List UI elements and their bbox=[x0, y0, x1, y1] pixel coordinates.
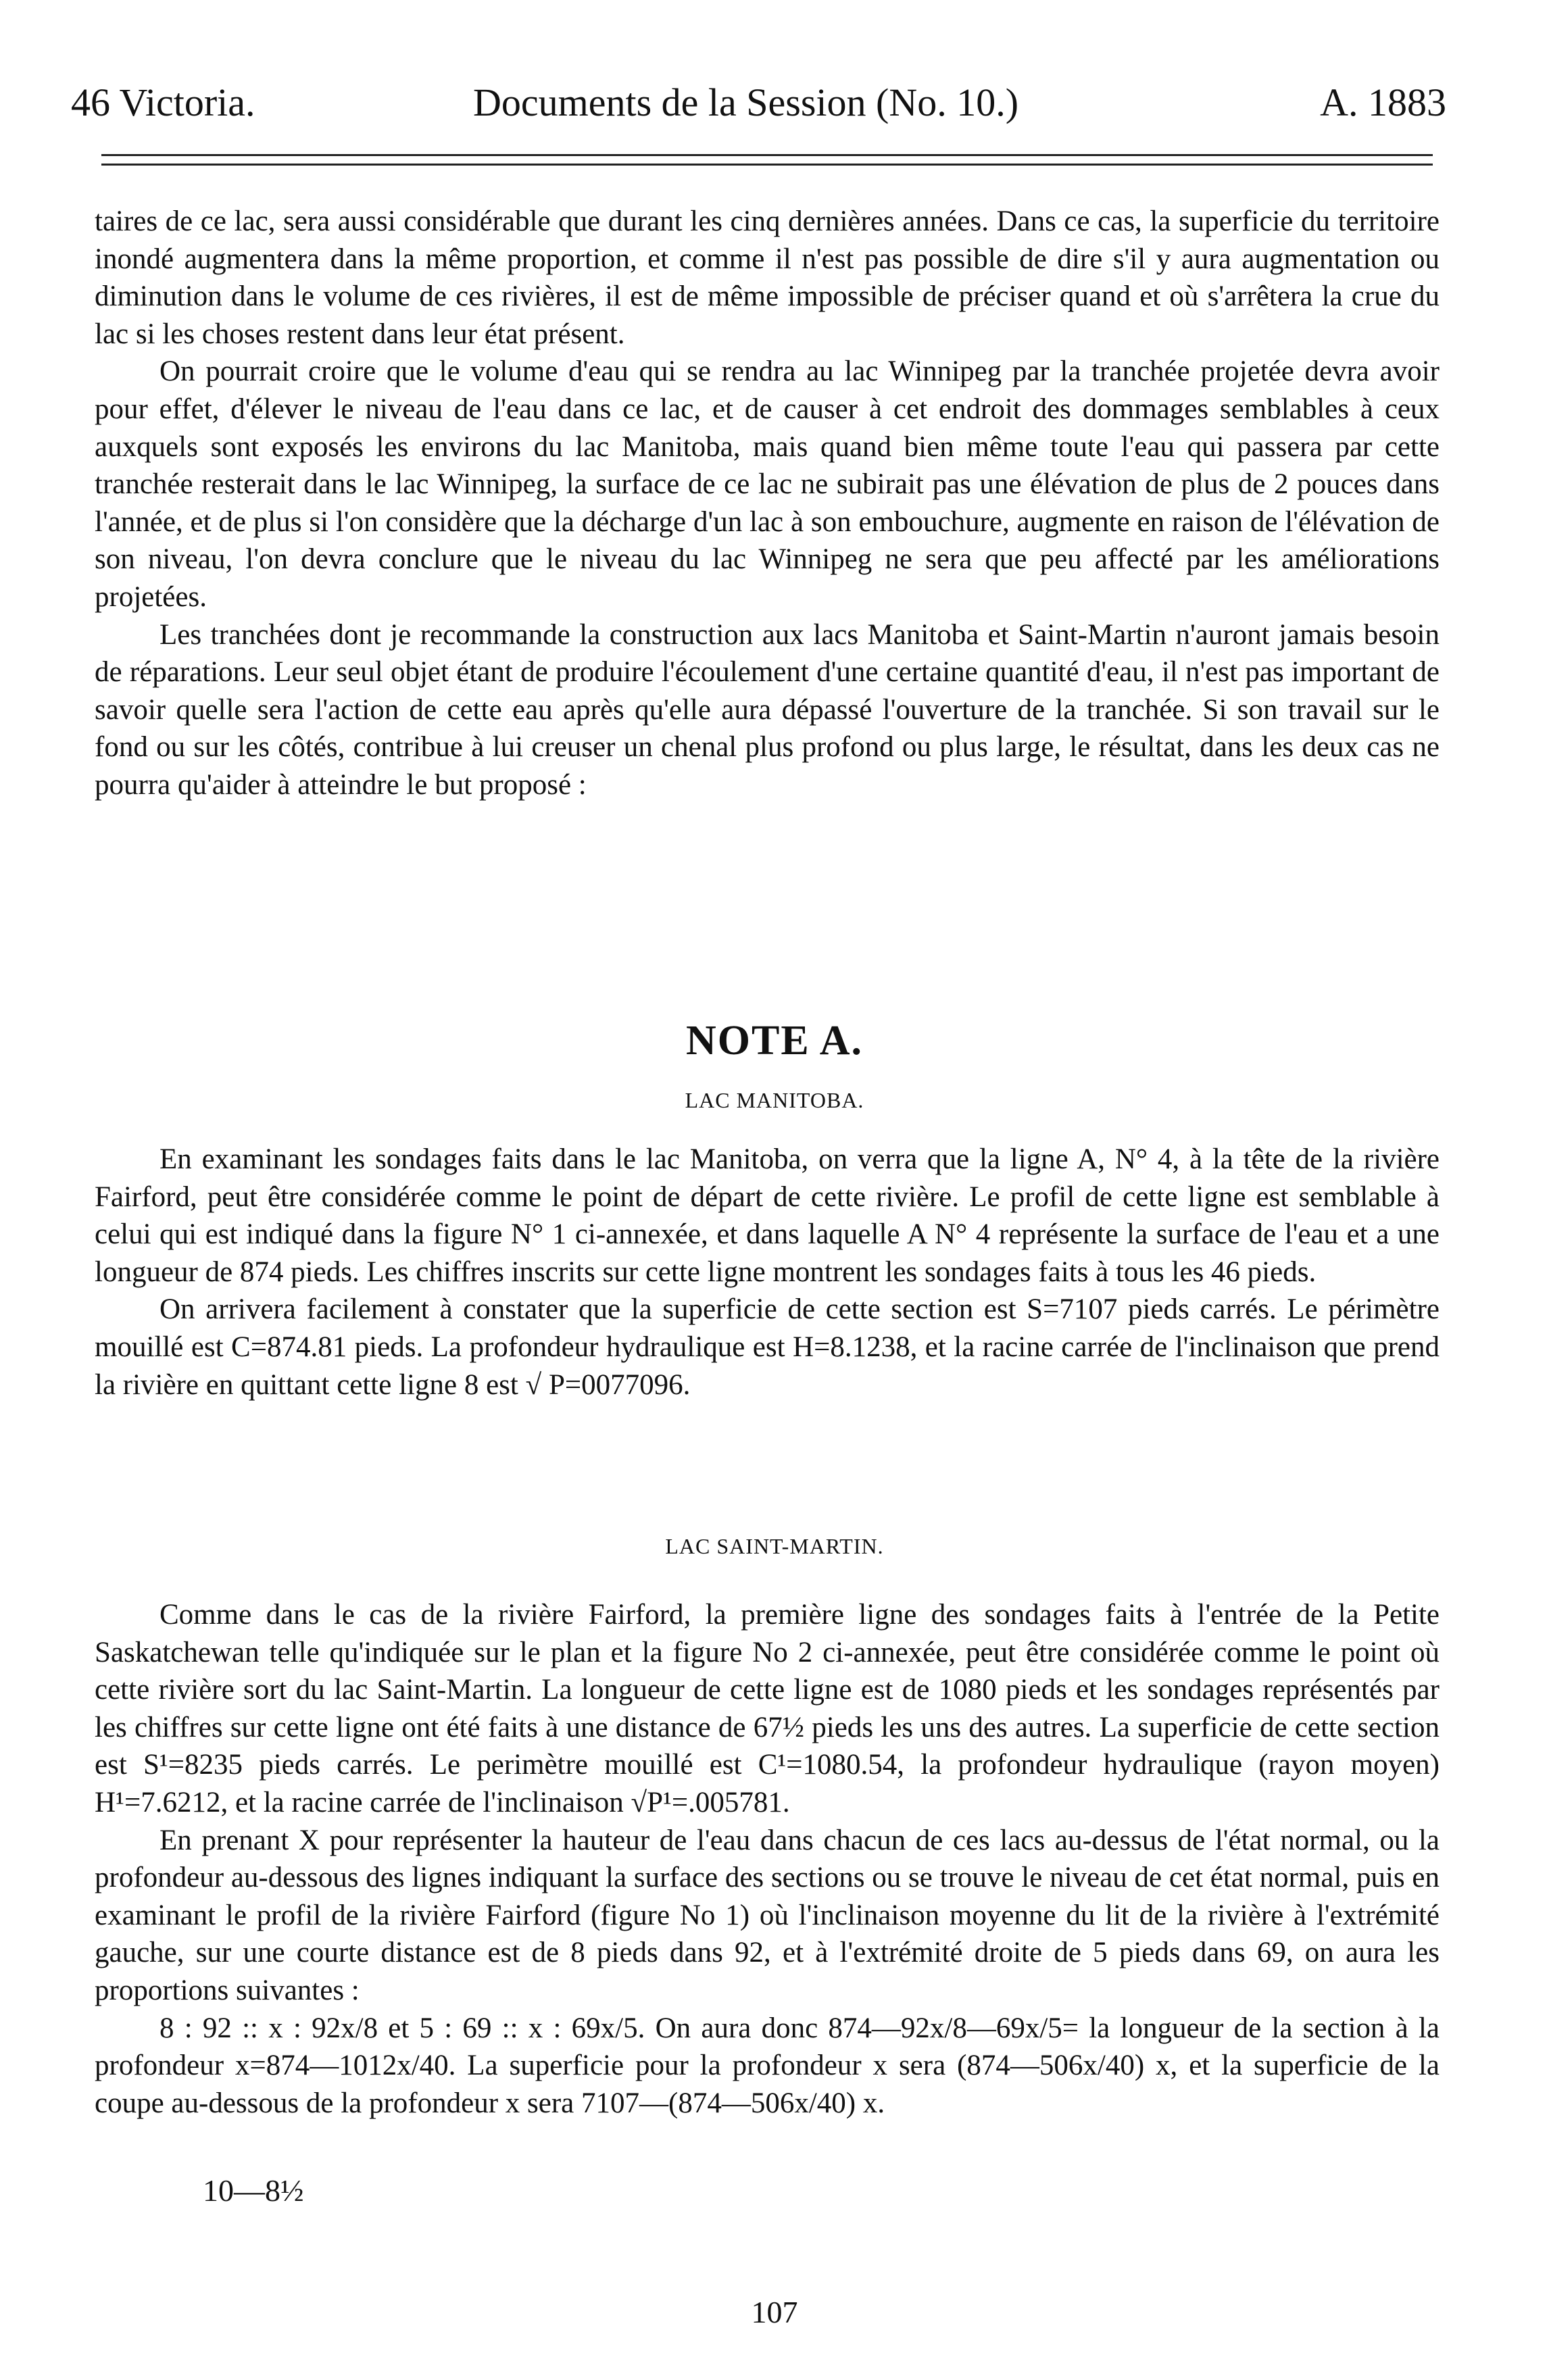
paragraph: En prenant X pour représenter la hauteur de l'eau dans chacun de ces lacs au-dessus de l'état normal, ou la profondeur au-dessous des lignes indiquant la surface des sections ou se trouve le niveau de cet état normal, puis en examinant le profil de la rivière Fairford (figure No 1) où l'inclinaison moyenne du lit de la rivière à l'extrémité gauche, sur une courte distance est de 8 pieds dans 92, et à l'extrémité droite de 5 pieds dans 69, on aura les proportions suivantes : bbox=[95, 1824, 1440, 2006]
header-year: A. 1883 bbox=[1320, 80, 1446, 124]
body-text-block-2 bbox=[95, 1141, 1440, 1404]
body-text-block-1 bbox=[95, 203, 1440, 804]
header-title: Documents de la Session (No. 10.) bbox=[473, 80, 1019, 124]
body-text-block-3 bbox=[95, 1596, 1440, 2122]
section-heading-lac-saint-martin: LAC SAINT-MARTIN. bbox=[665, 1534, 884, 1558]
page-number: 107 bbox=[751, 2295, 798, 2329]
paragraph: Comme dans le cas de la rivière Fairford, la première ligne des sondages faits à l'entrée de la Petite Saskatchewan telle qu'indiquée sur le plan et la figure No 2 ci-annexée, peut être considérée comme le point où cette rivière sort du lac Saint-Martin. La longueur de cette ligne est de 1080 pieds et les sondages représentés par les chiffres sur cette ligne ont été faits à une distance de 67½ pieds les uns des autres. La superficie de cette section est S¹=8235 pieds carrés. Le perimètre mouillé est C¹=1080.54, la profondeur hydraulique (rayon moyen) H¹=7.6212, et la racine carrée de l'inclinaison √P¹=.005781. bbox=[95, 1599, 1440, 1818]
header-volume: 46 Victoria. bbox=[71, 80, 255, 124]
running-header bbox=[71, 80, 1446, 134]
paragraph: On pourrait croire que le volume d'eau qui se rendra au lac Winnipeg par la tranchée projetée devra avoir pour effet, d'élever le niveau de l'eau dans ce lac, et de causer à cet endroit des dommages semblables à ceux auxquels sont exposés les environs du lac Manitoba, mais quand bien même toute l'eau qui passera par cette tranchée resterait dans le lac Winnipeg, la surface de ce lac ne subirait pas une élévation de plus de 2 pouces dans l'année, et de plus si l'on considère que la décharge d'un lac à son embouchure, augmente en raison de l'élévation de son niveau, l'on devra conclure que le niveau du lac Winnipeg ne sera que peu affecté par les améliorations projetées. bbox=[95, 355, 1440, 613]
section-heading-lac-manitoba: LAC MANITOBA. bbox=[685, 1088, 864, 1112]
paragraph: On arrivera facilement à constater que la superficie de cette section est S=7107 pieds carrés. Le périmètre mouillé est C=874.81 pieds. La profondeur hydraulique est H=8.1238, et la racine carrée de l'inclinaison que prend la rivière en quittant cette ligne 8 est √ P=0077096. bbox=[95, 1293, 1440, 1401]
paragraph: En examinant les sondages faits dans le lac Manitoba, on verra que la ligne A, N° 4, à la tête de la rivière Fairford, peut être considérée comme le point de départ de cette rivière. Le profil de cette ligne est semblable à celui qui est indiqué dans la figure N° 1 ci-annexée, et dans laquelle A N° 4 représente la surface de l'eau et a une longueur de 874 pieds. Les chiffres inscrits sur cette ligne montrent les sondages faits à tous les 46 pieds. bbox=[95, 1143, 1440, 1288]
paragraph: 8 : 92 :: x : 92x/8 et 5 : 69 :: x : 69x/5. On aura donc 874—92x/8—69x/5= la longueur de la section à la profondeur x=874—1012x/40. La superficie pour la profondeur x sera (874—506x/40) x, et la superficie de la coupe au-dessous de la profondeur x sera 7107—(874—506x/40) x. bbox=[95, 2012, 1440, 2119]
signature-mark: 10—8½ bbox=[203, 2173, 304, 2208]
paragraph: taires de ce lac, sera aussi considérable que durant les cinq dernières années. Dans ce cas, la superficie du territoire inondé augmentera dans la même proportion, et comme il n'est pas possible de dire s'il y aura augmentation ou diminution dans le volume de ces rivières, il est de même impossible de préciser quand et où s'arrêtera la crue du lac si les choses restent dans leur état présent. bbox=[95, 205, 1440, 350]
header-rule-bottom bbox=[101, 164, 1433, 166]
paragraph: Les tranchées dont je recommande la construction aux lacs Manitoba et Saint-Martin n'auront jamais besoin de réparations. Leur seul objet étant de produire l'écoulement d'une certaine quantité d'eau, il n'est pas important de savoir quelle sera l'action de cette eau après qu'elle aura dépassé l'ouverture de la tranchée. Si son travail sur le fond ou sur les côtés, contribue à lui creuser un chenal plus profond ou plus large, le résultat, dans les deux cas ne pourra qu'aider à atteindre le but proposé : bbox=[95, 618, 1440, 801]
note-heading: NOTE A. bbox=[685, 1018, 864, 1064]
header-rule-top bbox=[101, 154, 1433, 156]
